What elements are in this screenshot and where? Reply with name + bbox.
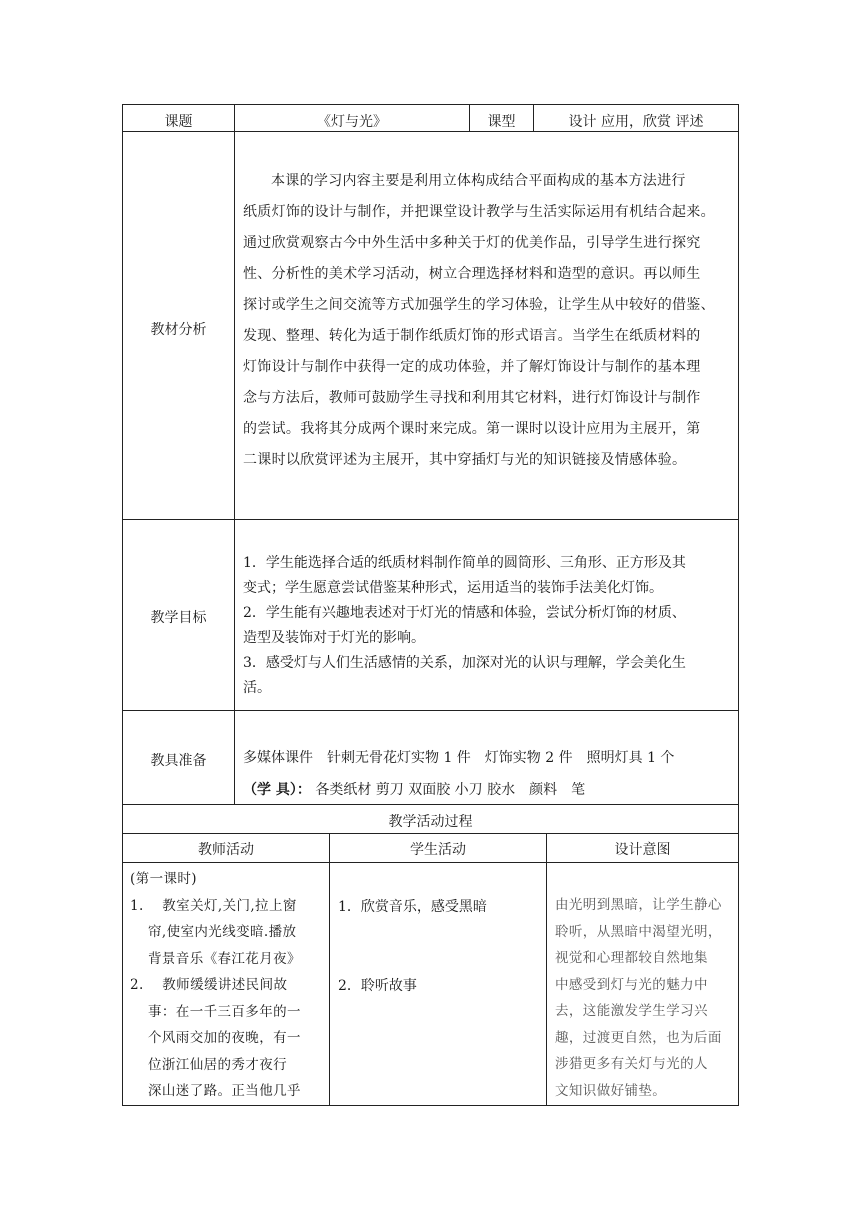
tools-line-student [243,781,737,799]
analysis-line: 性、分析性的美术学习活动，树立合理选择材料和造型的意识。再以师生 [243,266,701,282]
process-title: 教学活动过程 [388,814,473,830]
table-rule [122,104,739,105]
goals-label: 教学目标 [150,610,207,626]
analysis-line: 念与方法后，教师可鼓励学生寻找和利用其它材料，进行灯饰设计与制作 [243,390,701,406]
table-rule [122,104,123,1106]
table-rule [122,519,739,520]
tools-student-label: （学 具）： [243,782,311,798]
col-intent-header: 设计意图 [614,842,671,858]
student-activity-2: 2．聆听故事 [338,978,417,994]
goal-line: 造型及装饰对于灯光的影响。 [243,630,425,646]
topic-value: 《灯与光》 [317,114,387,130]
table-rule [122,131,739,132]
intent-line: 涉猎更多有关灯与光的人 [555,1056,708,1072]
table-rule [546,833,547,1106]
goal-line: 3．感受灯与人们生活感情的关系，加深对光的认识与理解，学会美化生 [243,655,686,671]
analysis-line: 二课时以欣赏评述为主展开，其中穿插灯与光的知识链接及情感体验。 [243,452,687,468]
col-student-header: 学生活动 [410,842,466,858]
analysis-text [243,166,737,476]
teacher-line: 2. 教师缓缓讲述民间故 [130,977,288,993]
intent-line: 文知识做好铺垫。 [555,1082,667,1099]
tools-student-value: 各类纸材 剪刀 双面胶 小刀 胶水 颜料 笔 [315,782,586,798]
teacher-line: 深山迷了路。正当他几乎 [148,1083,301,1099]
analysis-line: 发现、整理、转化为适于制作纸质灯饰的形式语言。当学生在纸质材料的 [243,328,701,344]
analysis-line: 纸质灯饰的设计与制作，并把课堂设计教学与生活实际运用有机结合起来。 [243,204,715,220]
teacher-line: 个风雨交加的夜晚，有一 [148,1030,301,1046]
teacher-line: 事：在一千三百多年的一 [148,1003,301,1020]
type-value: 设计 应用，欣赏 评述 [568,114,704,130]
goals-text [243,551,737,701]
intent-line: 中感受到灯与光的魅力中 [555,976,708,993]
table-rule [122,710,739,711]
goal-line: 2．学生能有兴趣地表述对于灯光的情感和体验，尝试分析灯饰的材质、 [243,605,686,621]
teacher-line: 1. 教室关灯,关门,拉上窗 [130,897,297,914]
table-rule [122,833,739,834]
teacher-line: (第一课时) [130,871,197,887]
design-intent [555,892,737,1104]
student-activity-1: 1．欣赏音乐，感受黑暗 [338,899,487,915]
intent-line: 去，这能激发学生学习兴 [555,1003,708,1019]
table-rule [122,1105,739,1106]
intent-line: 聆听，从黑暗中渴望光明， [555,923,722,940]
intent-line: 由光明到黑暗，让学生静心 [555,897,722,913]
intent-line: 趣，过渡更自然，也为后面 [555,1029,722,1046]
teacher-line: 背景音乐《春江花月夜》 [148,950,301,967]
teacher-line: 帘,使室内光线变暗.播放 [148,924,297,940]
table-rule [329,833,330,1106]
teacher-activity [130,866,328,1105]
table-rule [738,104,739,1106]
tools-line-teacher: 多媒体课件 针刺无骨花灯实物 1 件 灯饰实物 2 件 照明灯具 1 个 [243,750,675,766]
analysis-line: 的尝试。我将其分成两个课时来完成。第一课时以设计应用为主展开，第 [243,421,701,437]
topic-label: 课题 [164,114,193,130]
analysis-line: 通过欣赏观察古今中外生活中多种关于灯的优美作品，引导学生进行探究 [243,235,701,251]
tools-label: 教具准备 [150,753,207,769]
goal-line: 活。 [243,680,271,696]
table-rule [122,862,739,863]
goal-line: 1．学生能选择合适的纸质材料制作简单的圆筒形、三角形、正方形及其 [243,555,686,571]
analysis-line: 探讨或学生之间交流等方式加强学生的学习体验，让学生从中较好的借鉴、 [243,297,715,313]
teacher-line: 位浙江仙居的秀才夜行 [148,1056,287,1073]
table-rule [122,804,739,805]
type-label: 课型 [487,114,516,130]
analysis-label: 教材分析 [150,322,207,338]
table-rule [234,104,235,804]
analysis-line: 灯饰设计与制作中获得一定的成功体验，并了解灯饰设计与制作的基本理 [243,359,701,375]
intent-line: 视觉和心理都较自然地集 [555,950,708,966]
analysis-line: 本课的学习内容主要是利用立体构成结合平面构成的基本方法进行 [271,173,686,189]
col-teacher-header: 教师活动 [198,842,254,858]
goal-line: 变式；学生愿意尝试借鉴某种形式，运用适当的装饰手法美化灯饰。 [243,580,663,596]
